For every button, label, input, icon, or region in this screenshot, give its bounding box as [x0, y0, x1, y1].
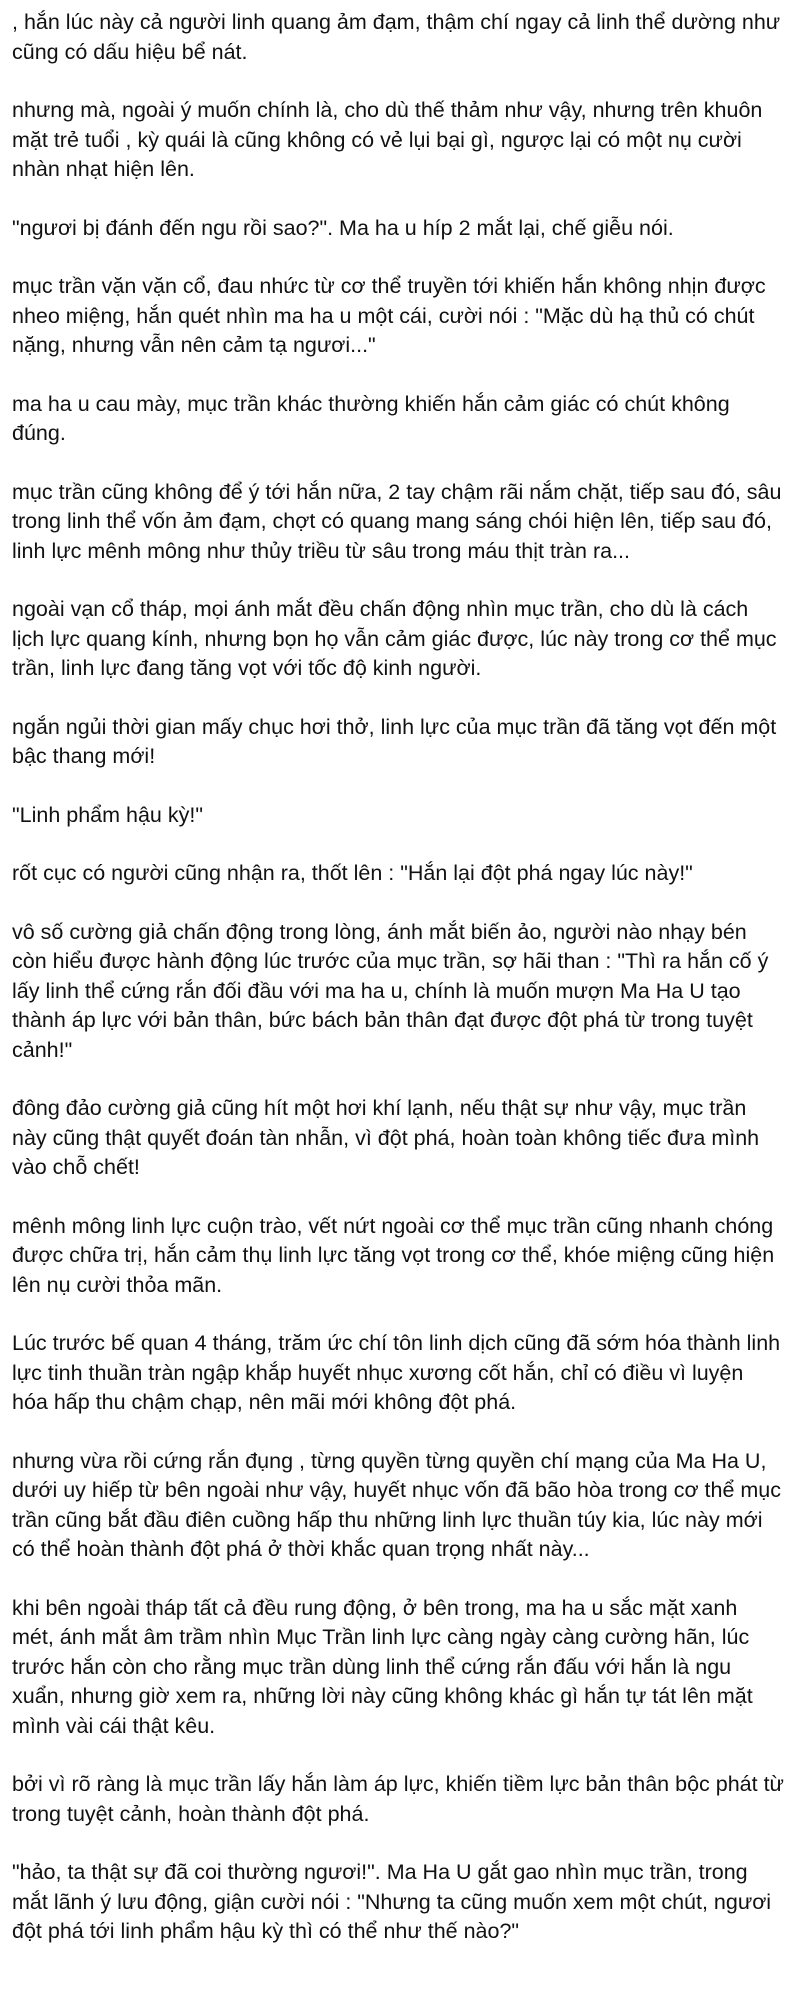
paragraph-8: ngắn ngủi thời gian mấy chục hơi thở, linh lực của mục trần đã tăng vọt đến một bậc thang mới! [12, 714, 777, 768]
paragraph-9: "Linh phẩm hậu kỳ!" [12, 802, 203, 827]
paragraph-11: vô số cường giả chấn động trong lòng, ánh mắt biến ảo, người nào nhạy bén còn hiểu được hành động lúc trước của mục trần, sợ hãi than : "Thì ra hắn cố ý lấy linh thể cứng rắn đối đầu với ma ha u, chính là muốn mượn Ma Ha U tạo thành áp lực với bản thân, bức bách bản thân đạt được đột phá từ trong tuyệt cảnh!" [12, 919, 769, 1062]
paragraph-5: ma ha u cau mày, mục trần khác thường khiến hắn cảm giác có chút không đúng. [12, 391, 730, 445]
paragraph-15: nhưng vừa rồi cứng rắn đụng , từng quyền từng quyền chí mạng của Ma Ha U, dưới uy hiếp từ bên ngoài như vậy, huyết nhục vốn đã bão hòa trong cơ thể mục trần cũng bắt đầu điên cuồng hấp thu những linh lực thuần túy kia, lúc này mới có thể hoàn thành đột phá ở thời khắc quan trọng nhất này... [12, 1448, 782, 1561]
paragraph-7: ngoài vạn cổ tháp, mọi ánh mắt đều chấn động nhìn mục trần, cho dù là cách lịch lực quang kính, nhưng bọn họ vẫn cảm giác được, lúc này trong cơ thể mục trần, linh lực đang tăng vọt với tốc độ kinh người. [12, 597, 777, 680]
paragraph-4: mục trần vặn vặn cổ, đau nhức từ cơ thể truyền tới khiến hắn không nhịn được nheo miệng, hắn quét nhìn ma ha u một cái, cười nói : "Mặc dù hạ thủ có chút nặng, nhưng vẫn nên cảm tạ ngươi..." [12, 274, 766, 357]
paragraph-6: mục trần cũng không để ý tới hắn nữa, 2 tay chậm rãi nắm chặt, tiếp sau đó, sâu trong linh thể vốn ảm đạm, chợt có quang mang sáng chói hiện lên, tiếp sau đó, linh lực mênh mông như thủy triều từ sâu trong máu thịt tràn ra... [12, 479, 782, 563]
paragraph-16: khi bên ngoài tháp tất cả đều rung động, ở bên trong, ma ha u sắc mặt xanh mét, ánh mắt âm trầm nhìn Mục Trần linh lực càng ngày càng cường hãn, lúc trước hắn còn cho rằng mục trần dùng linh thể cứng rắn đấu với hắn là ngu xuẩn, nhưng giờ xem ra, những lời này cũng không khác gì hắn tự tát lên mặt mình vài cái thật kêu. [12, 1595, 753, 1738]
paragraph-17: bởi vì rõ ràng là mục trần lấy hắn làm áp lực, khiến tiềm lực bản thân bộc phát từ trong tuyệt cảnh, hoàn thành đột phá. [12, 1772, 784, 1826]
paragraph-18: "hảo, ta thật sự đã coi thường ngươi!". Ma Ha U gắt gao nhìn mục trần, trong mắt lãnh ý lưu động, giận cười nói : "Nhưng ta cũng muốn xem một chút, ngươi đột phá tới linh phẩm hậu kỳ thì có thể như thế nào?" [12, 1860, 772, 1943]
paragraph-12: đông đảo cường giả cũng hít một hơi khí lạnh, nếu thật sự như vậy, mục trần này cũng thật quyết đoán tàn nhẫn, vì đột phá, hoàn toàn không tiếc đưa mình vào chỗ chết! [12, 1096, 760, 1179]
paragraph-10: rốt cục có người cũng nhận ra, thốt lên : "Hắn lại đột phá ngay lúc này!" [12, 861, 693, 885]
paragraph-13: mênh mông linh lực cuộn trào, vết nứt ngoài cơ thể mục trần cũng nhanh chóng được chữa trị, hắn cảm thụ linh lực tăng vọt trong cơ thể, khóe miệng cũng hiện lên nụ cười thỏa mãn. [12, 1213, 775, 1297]
paragraph-2: nhưng mà, ngoài ý muốn chính là, cho dù thế thảm như vậy, nhưng trên khuôn mặt trẻ tuổi , kỳ quái là cũng không có vẻ lụi bại gì, ngược lại có một nụ cười nhàn nhạt hiện lên. [12, 98, 763, 181]
paragraph-14: Lúc trước bế quan 4 tháng, trăm ức chí tôn linh dịch cũng đã sớm hóa thành linh lực tinh thuần tràn ngập khắp huyết nhục xương cốt hắn, chỉ có điều vì luyện hóa hấp thu chậm chạp, nên mãi mới không đột phá. [12, 1331, 781, 1414]
paragraph-1: , hắn lúc này cả người linh quang ảm đạm, thậm chí ngay cả linh thể dường như cũng có dấu hiệu bể nát. [12, 10, 781, 64]
paragraph-3: "ngươi bị đánh đến ngu rồi sao?". Ma ha u híp 2 mắt lại, chế giễu nói. [12, 215, 674, 240]
